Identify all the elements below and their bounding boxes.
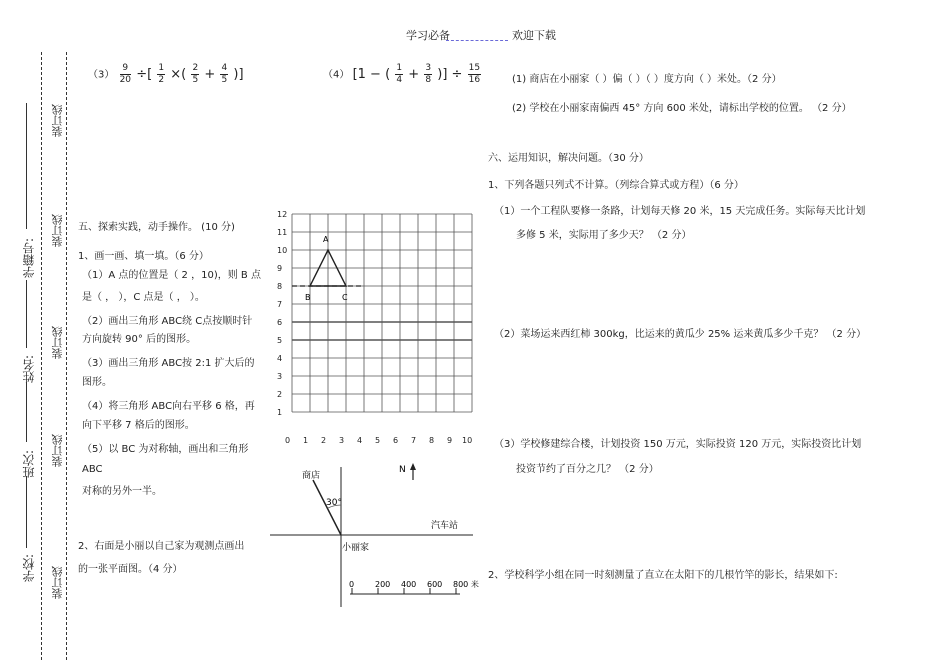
x-tick-label: 8 <box>429 436 435 445</box>
shop-label: 商店 <box>302 471 321 481</box>
problem-2: （2）菜场运来西红柿 300kg，比运来的黄瓜少 25% 运来黄瓜多少千克？ （2 分） <box>494 329 867 340</box>
point-b-label: B <box>305 293 311 302</box>
header-divider <box>446 40 508 41</box>
header-left: 学习必备 <box>406 29 450 42</box>
q1-item: （4）将三角形 ABC向右平移 6 格，再 <box>82 401 255 412</box>
y-tick-label: 4 <box>277 354 283 363</box>
fraction: $\frac{1}{4}$ <box>396 63 403 85</box>
q1-item: （5）以 BC 为对称轴，画出和三角形 <box>82 444 249 455</box>
y-tick-label: 11 <box>277 228 288 237</box>
q2-line: 的一张平面图。（4 分） <box>78 564 183 575</box>
angle-label: 30° <box>326 498 342 508</box>
field-school: 学校: <box>22 554 36 583</box>
field-line[interactable] <box>26 476 27 548</box>
field-student-id: 学籍号: <box>22 238 36 279</box>
x-tick-label: 4 <box>357 436 363 445</box>
binding-dash-line <box>66 52 67 660</box>
field-name: 姓名: <box>22 355 36 384</box>
fraction: $\frac{1}{2}$ <box>158 63 165 85</box>
x-tick-label: 2 <box>321 436 327 445</box>
y-tick-label: 7 <box>277 300 283 309</box>
fraction: $\frac{9}{20}$ <box>119 63 132 85</box>
point-c-label: C <box>342 293 348 302</box>
direction-fill-1: (1) 商店在小丽家（ ）偏（ ）（ ）度方向（ ）米处。（2 分） <box>512 74 782 85</box>
q1-item: 向下平移 7 格后的图形。 <box>82 420 195 431</box>
scale-label: 600 <box>427 580 443 589</box>
y-tick-label: 8 <box>277 282 283 291</box>
y-tick-label: 1 <box>277 408 283 417</box>
subsection-1: 1、下列各题只列式不计算。（列综合算式或方程）（6 分） <box>488 180 744 191</box>
x-tick-label: 10 <box>462 436 473 445</box>
header-right: 欢迎下载 <box>512 29 556 42</box>
calc-q4: （4） [1 − ( $\frac{1}{4}$ + $\frac{3}{8}$ )] ÷ $\frac{15}{16}$ <box>323 63 481 85</box>
x-tick-label: 1 <box>303 436 309 445</box>
x-tick-label: 5 <box>375 436 381 445</box>
x-tick-label: 3 <box>339 436 345 445</box>
seal-label: 装订线 <box>51 326 64 359</box>
section6-title: 六、运用知识，解决问题。（30 分） <box>488 153 649 164</box>
seal-label: 装订线 <box>51 566 64 599</box>
q1-item: 图形。 <box>82 377 112 388</box>
problem-3-line2: 投资节约了百分之几？ （2 分） <box>516 464 659 475</box>
y-tick-label: 10 <box>277 246 288 255</box>
field-line[interactable] <box>26 280 27 348</box>
y-tick-label: 3 <box>277 372 283 381</box>
x-tick-label: 7 <box>411 436 417 445</box>
y-tick-label: 2 <box>277 390 283 399</box>
point-a-label: A <box>323 235 329 244</box>
fraction: $\frac{4}{5}$ <box>221 63 228 85</box>
y-tick-label: 9 <box>277 264 283 273</box>
q1-item: （3）画出三角形 ABC按 2:1 扩大后的 <box>82 358 255 369</box>
calc-q3: （3） $\frac{9}{20}$ ÷[ $\frac{1}{2}$ ×( $\frac{2}{5}$ + $\frac{4}{5}$ )] <box>88 63 244 85</box>
scale-label: 400 <box>401 580 417 589</box>
fraction: $\frac{15}{16}$ <box>468 63 481 85</box>
north-label: N <box>399 465 406 475</box>
q1-item: （2）画出三角形 ABC绕 C点按顺时针 <box>82 316 253 327</box>
field-line[interactable] <box>26 103 27 229</box>
problem-3-line1: （3）学校修建综合楼，计划投资 150 万元，实际投资 120 万元，实际投资比计划 <box>494 439 862 450</box>
q1-item: 是（ ， ），C 点是（ ， ）。 <box>82 292 205 303</box>
station-label: 汽车站 <box>431 521 459 531</box>
section5-title: 五、探索实践，动手操作。 (10 分) <box>78 222 235 233</box>
x-tick-label: 0 <box>285 436 291 445</box>
binding-dash-line <box>41 52 42 660</box>
problem-1-line1: （1）一个工程队要修一条路，计划每天修 20 米，15 天完成任务。实际每天比计划 <box>494 206 866 217</box>
problem-1-line2: 多修 5 米，实际用了多少天？ （2 分） <box>516 230 692 241</box>
q1-item: 对称的另外一半。 <box>82 486 162 497</box>
q1-item: （1）A 点的位置是（ 2 ，10)，则 B 点 <box>82 270 261 281</box>
fraction: $\frac{3}{8}$ <box>425 63 432 85</box>
field-class: 班次: <box>22 450 36 479</box>
fraction: $\frac{2}{5}$ <box>192 63 199 85</box>
y-tick-label: 12 <box>277 210 288 219</box>
y-tick-label: 5 <box>277 336 283 345</box>
field-line[interactable] <box>26 382 27 442</box>
q1-item: ABC <box>82 464 103 475</box>
north-arrowhead-icon <box>410 463 416 470</box>
scale-label: 200 <box>375 580 391 589</box>
x-tick-label: 6 <box>393 436 399 445</box>
q2-line: 2、右面是小丽以自己家为观测点画出 <box>78 541 245 552</box>
scale-label: 800 米 <box>453 580 479 589</box>
y-tick-label: 6 <box>277 318 283 327</box>
seal-label: 装订线 <box>51 214 64 247</box>
coordinate-grid[interactable] <box>275 207 480 452</box>
subsection-2: 2、学校科学小组在同一时刻测量了直立在太阳下的几根竹竿的影长，结果如下: <box>488 570 838 581</box>
seal-label: 装订线 <box>51 434 64 467</box>
direction-fill-2: (2) 学校在小丽家南偏西 45° 方向 600 米处，请标出学校的位置。 （2 分） <box>512 103 852 114</box>
q1-title: 1、画一画、填一填。（6 分） <box>78 251 209 262</box>
scale-label: 0 <box>349 580 355 589</box>
x-tick-label: 9 <box>447 436 453 445</box>
q1-item: 方向旋转 90° 后的图形。 <box>82 334 197 345</box>
seal-label: 装订线 <box>51 104 64 137</box>
home-label: 小丽家 <box>342 543 370 553</box>
plan-map[interactable] <box>268 462 488 607</box>
